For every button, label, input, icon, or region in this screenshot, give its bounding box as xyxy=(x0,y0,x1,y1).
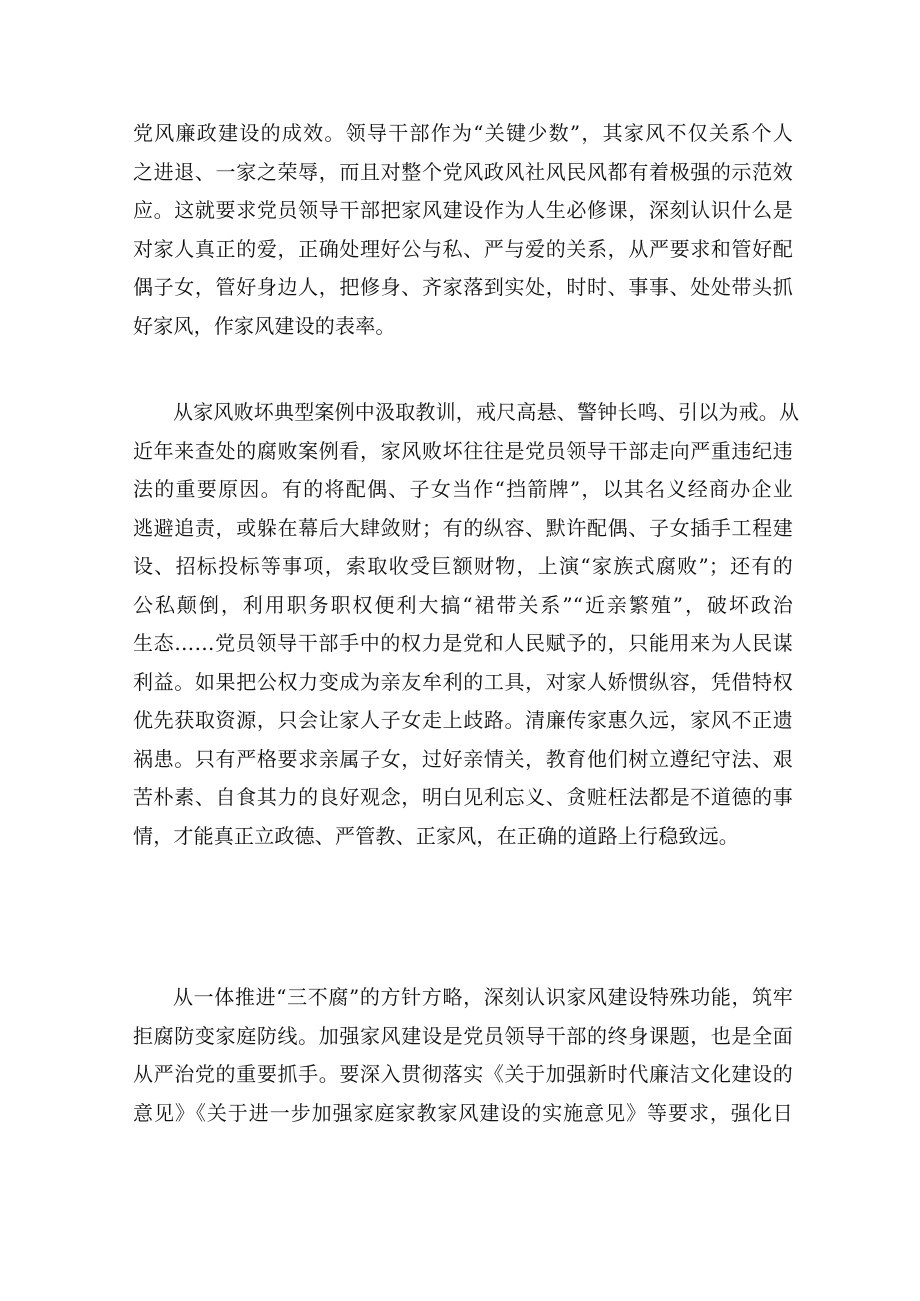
text-line: 偶子女，管好身边人，把修身、齐家落到实处，时时、事事、处处带头抓 xyxy=(133,275,793,299)
text-line: 党风廉政建设的成效。领导干部作为“关键少数”，其家风不仅关系个人 xyxy=(133,121,793,145)
text-line: 应。这就要求党员领导干部把家风建设作为人生必修课，深刻认识什么是 xyxy=(133,198,793,222)
paragraph-1 xyxy=(133,114,793,345)
paragraph-3 xyxy=(133,978,793,1132)
text-line: 从一体推进“三不腐”的方针方略，深刻认识家风建设特殊功能，筑牢 xyxy=(173,985,793,1009)
text-line: 生态……党员领导干部手中的权力是党和人民赋予的，只能用来为人民谋 xyxy=(133,631,793,655)
text-line: 祸患。只有严格要求亲属子女，过好亲情关，教育他们树立遵纪守法、艰 xyxy=(133,746,793,771)
text-line: 情，才能真正立政德、严管教、正家风，在正确的道路上行稳致远。 xyxy=(133,823,739,848)
text-line: 好家风，作家风建设的表率。 xyxy=(133,313,396,338)
text-line: 优先获取资源，只会让家人子女走上歧路。清廉传家惠久远，家风不正遗 xyxy=(133,708,793,732)
text-line: 利益。如果把公权力变成为亲友牟利的工具，对家人娇惯纵容，凭借特权 xyxy=(133,669,793,694)
text-line: 苦朴素、自食其力的良好观念，明白见利忘义、贪赃枉法都是不道德的事 xyxy=(133,785,793,809)
text-line: 之进退、一家之荣辱，而且对整个党风政风社风民风都有着极强的示范效 xyxy=(133,159,793,184)
text-line: 拒腐防变家庭防线。加强家风建设是党员领导干部的终身课题，也是全面 xyxy=(133,1023,793,1048)
paragraph-2 xyxy=(133,393,800,855)
text-line: 近年来查处的腐败案例看，家风败坏往往是党员领导干部走向严重违纪违 xyxy=(133,438,793,463)
text-line: 从家风败坏典型案例中汲取教训，戒尺高悬、警钟长鸣、引以为戒。从 xyxy=(173,400,800,424)
text-line: 设、招标投标等事项，索取收受巨额财物，上演“家族式腐败”；还有的 xyxy=(133,554,793,578)
text-line: 从严治党的重要抓手。要深入贯彻落实《关于加强新时代廉洁文化建设的 xyxy=(133,1062,793,1086)
text-line: 意见》《关于进一步加强家庭家教家风建设的实施意见》等要求，强化日 xyxy=(133,1100,793,1125)
text-line: 对家人真正的爱，正确处理好公与私、严与爱的关系，从严要求和管好配 xyxy=(133,236,793,261)
text-line: 法的重要原因。有的将配偶、子女当作“挡箭牌”，以其名义经商办企业 xyxy=(133,477,793,501)
text-line: 逃避追责，或躲在幕后大肆敛财；有的纵容、默许配偶、子女插手工程建 xyxy=(133,515,793,540)
text-line: 公私颠倒，利用职务职权便利大搞“裙带关系”“近亲繁殖”，破坏政治 xyxy=(133,592,793,617)
